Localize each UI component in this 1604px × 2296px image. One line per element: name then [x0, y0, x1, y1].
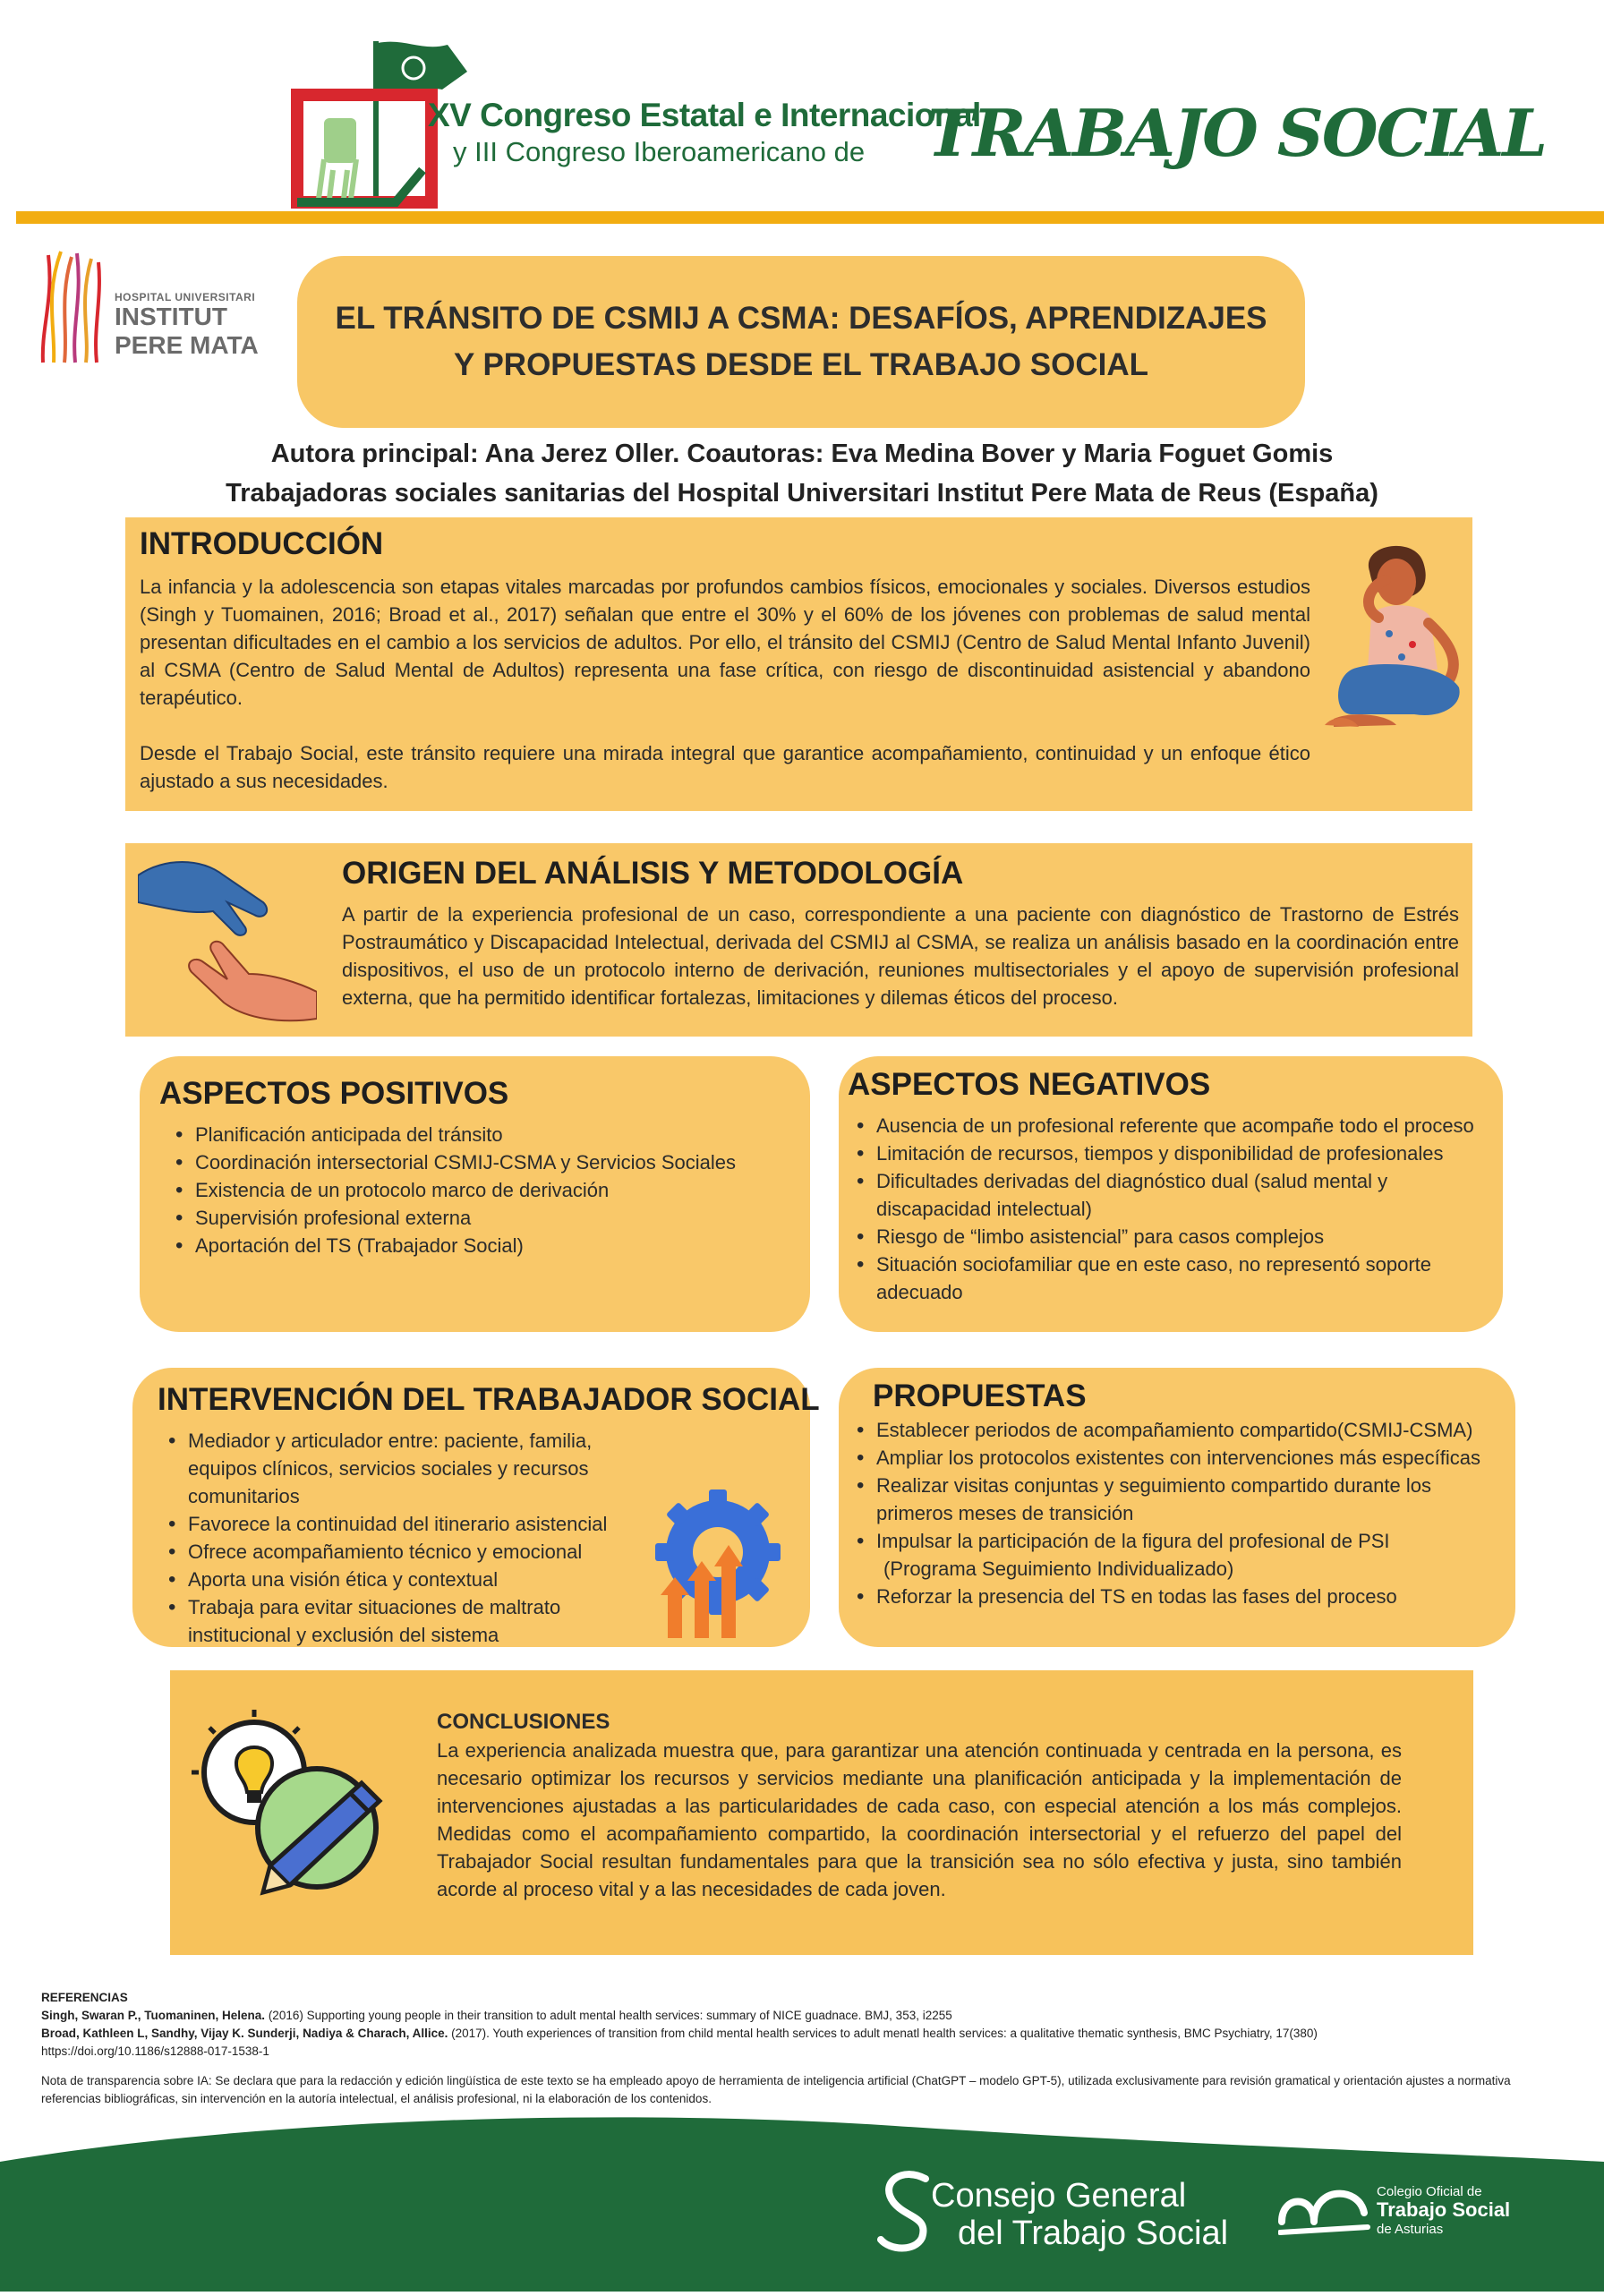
cgts-logo-line1: Consejo General	[931, 2177, 1187, 2215]
origen-heading: ORIGEN DEL ANÁLISIS Y METODOLOGÍA	[342, 856, 964, 891]
list-item: • Mediador y articulador entre: paciente, familia, equipos clínicos, servicios sociales y recursos comunitarios	[166, 1427, 641, 1510]
intro-paragraph-1: La infancia y la adolescencia son etapas vitales marcadas por profundos cambios físicos, emocionales y sociales. Diversos estudios (Singh y Tuomainen, 2016; Broad et al., 2017) señalan que entre el 30% y el 60% de los jóvenes con problemas de salud mental presentan dificultades en el cambio a los servicios de adultos. Por ello, el tránsito del CSMIJ (Centro de Salud Mental Infanto Juvenil) al CSMA (Centro de Salud Mental de Adultos) representa una fase crítica, con riesgo de discontinuidad asistencial y abandono terapéutico.	[140, 576, 1310, 709]
conclusiones-heading: CONCLUSIONES	[437, 1709, 610, 1734]
poster-title-box	[297, 256, 1305, 428]
hospital-logo-small-text: HOSPITAL UNIVERSITARI	[115, 291, 256, 303]
section-origen-metodologia	[125, 843, 1472, 1037]
intro-paragraph-2: Desde el Trabajo Social, este tránsito requiere una mirada integral que garantice acompañamiento, continuidad y un enfoque ético ajustado a sus necesidades.	[140, 742, 1310, 792]
list-item: • Coordinación intersectorial CSMIJ-CSMA y Servicios Sociales	[174, 1148, 791, 1176]
section-conclusiones	[170, 1670, 1473, 1955]
list-item: • Situación sociofamiliar que en este caso, no representó soporte adecuado	[855, 1250, 1481, 1306]
helping-hands-illustration	[138, 849, 317, 1028]
colegio-logo-line3: de Asturias	[1377, 2222, 1444, 2237]
references-heading: REFERENCIAS	[41, 1991, 128, 2004]
authors	[0, 434, 1604, 513]
propuesta-psi-note: (Programa Seguimiento Individualizado)	[883, 1558, 1234, 1580]
list-item: • Planificación anticipada del tránsito	[174, 1121, 791, 1148]
list-item: • Realizar visitas conjuntas y seguimiento compartido durante los primeros meses de transición	[855, 1472, 1499, 1527]
list-item: • Dificultades derivadas del diagnóstico dual (salud mental y discapacidad intelectual)	[855, 1167, 1481, 1223]
hospital-logo-mark	[36, 246, 107, 367]
authors-line1: Autora principal: Ana Jerez Oller. Coautoras: Eva Medina Bover y Maria Foguet Gomis	[270, 440, 1334, 468]
propuesta-psi: Impulsar la participación de la figura del profesional de PSI	[876, 1530, 1390, 1552]
reference-2-doi: https://doi.org/10.1186/s12888-017-1538-1	[41, 2044, 269, 2058]
reference-2-text: (2017). Youth experiences of transition from child mental health services to adult menatl health services: a qualitative thematic synthesis, BMC Psychiatry, 17(380)	[448, 2027, 1318, 2040]
idea-pencil-icon	[192, 1710, 397, 1898]
congress-title-line1: XV Congreso Estatal e Internacional	[428, 97, 981, 133]
list-item: • Favorece la continuidad del itinerario asistencial	[166, 1510, 641, 1538]
negativos-heading: ASPECTOS NEGATIVOS	[848, 1067, 1211, 1102]
reference-1	[41, 2007, 1563, 2025]
intro-heading: INTRODUCCIÓN	[140, 526, 384, 561]
colegio-logo-line1: Colegio Oficial de	[1377, 2184, 1482, 2199]
hospital-logo-line1: INSTITUT	[115, 303, 227, 330]
section-introduccion	[125, 517, 1472, 811]
list-item: • Limitación de recursos, tiempos y disponibilidad de profesionales	[855, 1139, 1481, 1167]
colegio-logo-mark	[1278, 2177, 1371, 2240]
propuestas-heading: PROPUESTAS	[873, 1378, 1087, 1413]
gear-growth-icon	[644, 1489, 784, 1640]
section-aspectos-negativos	[839, 1056, 1503, 1332]
list-item: • Ampliar los protocolos existentes con intervenciones más específicas	[855, 1444, 1499, 1472]
cgts-logo-line2: del Trabajo Social	[958, 2215, 1229, 2252]
list-item: • Trabaja para evitar situaciones de maltrato institucional y exclusión del sistema	[166, 1593, 641, 1649]
cgts-logo-mark	[875, 2170, 933, 2254]
list-item: • Aportación del TS (Trabajador Social)	[174, 1232, 791, 1259]
authors-affiliation: Trabajadoras sociales sanitarias del Hospital Universitari Institut Pere Mata de Reus (España)	[226, 479, 1378, 508]
header-divider	[16, 211, 1604, 224]
propuestas-list	[855, 1416, 1499, 1610]
list-item: • Riesgo de “limbo asistencial” para casos complejos	[855, 1223, 1481, 1250]
section-propuestas	[839, 1368, 1515, 1647]
poster-title-line2: Y PROPUESTAS DESDE EL TRABAJO SOCIAL	[454, 347, 1148, 382]
conclusiones-paragraph-1: La experiencia analizada muestra que, para garantizar una atención continuada y centrada en la persona, es necesario optimizar los recursos y servicios mediante una planificación anticipada y la implementación de intervenciones ajustadas a las particularidades de cada caso, con especial atención a los más complejos. Medidas como el acompañamiento compartido, la coordinación intersectorial y el refuerzo del papel del Trabajador Social resultan fundamentales para que la transición sea no sólo efectiva y justa, sino también acorde al proceso vital y a las necesidades de cada joven.	[437, 1739, 1402, 1900]
list-item: • Existencia de un protocolo marco de derivación	[174, 1176, 791, 1204]
reference-2-authors: Broad, Kathleen L, Sandhy, Vijay K. Sunderji, Nadiya & Charach, Allice.	[41, 2027, 448, 2040]
poster-title-line1: EL TRÁNSITO DE CSMIJ A CSMA: DESAFÍOS, APRENDIZAJES	[335, 301, 1267, 336]
list-item: • Aporta una visión ética y contextual	[166, 1566, 641, 1593]
conclusiones-text	[437, 1737, 1402, 1903]
congress-brand: TRABAJO SOCIAL	[926, 95, 1547, 171]
list-item: • Reforzar la presencia del TS en todas las fases del proceso	[855, 1583, 1499, 1610]
references	[41, 1989, 1563, 2061]
ai-transparency-note: Nota de transparencia sobre IA: Se declara que para la redacción y edición lingüística de este texto se ha empleado apoyo de herramienta de inteligencia artificial (ChatGPT – modelo GPT-5), utilizada exclusivamente para revisión gramatical y orientación ajustes a normativa referencias bibliográficas, sin intervención en la autoría intelectual, el análisis profesional, ni la elaboración de los contenidos.	[41, 2074, 1511, 2105]
reference-1-text: (2016) Supporting young people in their transition to adult mental health services: summary of NICE guadnace. BMJ, 353, i2255	[265, 2009, 952, 2022]
list-item: • Establecer periodos de acompañamiento compartido(CSMIJ-CSMA)	[855, 1416, 1499, 1444]
negativos-list	[855, 1112, 1481, 1306]
list-item: • Ausencia de un profesional referente que acompañe todo el proceso	[855, 1112, 1481, 1139]
origen-paragraph-1: A partir de la experiencia profesional de un caso, correspondiente a una paciente con diagnóstico de Trastorno de Estrés Postraumático y Discapacidad Intelectual, derivada del CSMIJ al CSMA, se realiza un análisis basado en la coordinación entre dispositivos, el uso de un protocolo interno de derivación, reuniones multisectoriales y el apoyo de supervisión profesional externa, que ha permitido identificar fortalezas, limitaciones y dilemas éticos del proceso.	[342, 903, 1459, 1009]
intervencion-list	[166, 1427, 641, 1649]
intro-text	[140, 573, 1310, 795]
reference-1-authors: Singh, Swaran P., Tuomaninen, Helena.	[41, 2009, 266, 2022]
reference-2	[41, 2025, 1563, 2043]
list-item: • Ofrece acompañamiento técnico y emocional	[166, 1538, 641, 1566]
congress-title-line2: y III Congreso Iberoamericano de	[453, 136, 866, 167]
hospital-logo-line2: PERE MATA	[115, 331, 259, 359]
list-item: • Supervisión profesional externa	[174, 1204, 791, 1232]
list-item	[855, 1527, 1499, 1583]
origen-text	[342, 900, 1459, 1011]
section-intervencion-ts	[132, 1368, 820, 1647]
positivos-list	[174, 1121, 791, 1259]
sitting-person-illustration	[1316, 535, 1468, 741]
colegio-logo-line2: Trabajo Social	[1377, 2198, 1511, 2221]
intervencion-heading: INTERVENCIÓN DEL TRABAJADOR SOCIAL	[158, 1382, 820, 1417]
section-aspectos-positivos	[140, 1056, 810, 1332]
positivos-heading: ASPECTOS POSITIVOS	[159, 1076, 509, 1111]
